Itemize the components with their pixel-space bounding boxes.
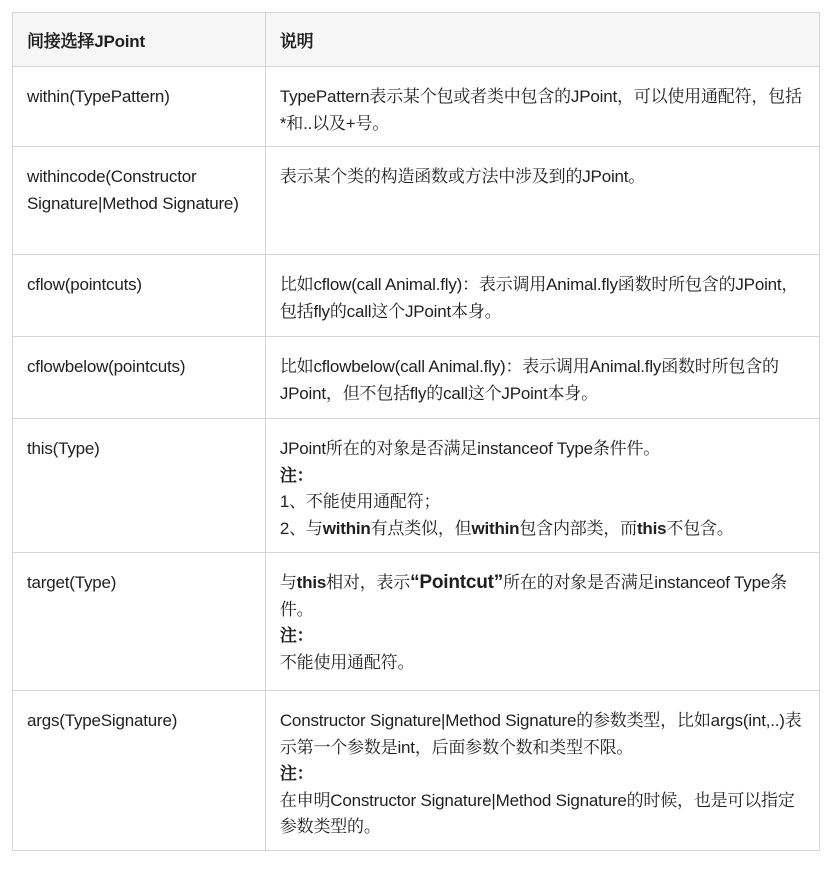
row-name: target(Type)	[13, 553, 266, 691]
desc-line: 比如cflow(call Animal.fly)：表示调用Animal.fly函数时所包含的JPoint，包括fly的call这个JPoint本身。	[279, 275, 799, 321]
desc-line: TypePattern表示某个包或者类中包含的JPoint，可以使用通配符，包括*和..以及+号。	[279, 87, 802, 133]
row-name: withincode(Constructor Signature|Method Signature)	[13, 147, 266, 255]
rich-text: 所在的对象是否满足instanceof Type条件。	[279, 573, 787, 619]
note-label: 注：	[279, 764, 314, 783]
row-name: this(Type)	[13, 419, 266, 553]
row-name: cflow(pointcuts)	[13, 255, 266, 337]
table-row	[13, 337, 820, 419]
note-label: 注：	[279, 626, 314, 645]
rich-bold: within	[322, 518, 371, 538]
row-name: cflowbelow(pointcuts)	[13, 337, 266, 419]
rich-text: 相对，表示	[326, 573, 411, 592]
desc-line: 在申明Constructor Signature|Method Signature的时候，也是可以指定参数类型的。	[279, 790, 795, 836]
table-row	[13, 553, 820, 691]
rich-text: 与	[279, 573, 297, 592]
rich-bold: this	[296, 573, 327, 592]
desc-line: 1、不能使用通配符；	[279, 492, 441, 511]
header-indirect-jpoint: 间接选择JPoint	[13, 13, 266, 67]
row-description	[265, 147, 819, 255]
table-header-row	[13, 13, 820, 67]
table-row	[13, 147, 820, 255]
rich-bold: within	[471, 518, 520, 538]
jpoint-table	[12, 12, 820, 851]
header-description: 说明	[265, 13, 819, 67]
desc-line: 表示某个类的构造函数或方法中涉及到的JPoint。	[279, 167, 646, 186]
table-row	[13, 419, 820, 553]
row-description	[265, 691, 819, 851]
desc-line: 不能使用通配符。	[279, 652, 415, 672]
row-name: args(TypeSignature)	[13, 691, 266, 851]
desc-line-rich	[280, 516, 805, 543]
row-description	[265, 255, 819, 337]
row-name: within(TypePattern)	[13, 67, 266, 147]
desc-line: JPoint所在的对象是否满足instanceof Type条件件。	[279, 439, 661, 458]
table-row	[13, 255, 820, 337]
table-row	[13, 691, 820, 851]
desc-line: Constructor Signature|Method Signature的参数类型，比如args(int,..)表示第一个参数是int，后面参数个数和类型不限。	[279, 711, 802, 757]
rich-text: 2、与	[279, 518, 323, 538]
rich-bold: “Pointcut”	[410, 572, 504, 593]
row-description	[265, 553, 819, 691]
row-description	[265, 419, 819, 553]
row-description	[265, 337, 819, 419]
rich-text: 不包含。	[666, 518, 734, 538]
row-description	[265, 67, 819, 147]
desc-line: 比如cflowbelow(call Animal.fly)：表示调用Animal.fly函数时所包含的JPoint，但不包括fly的call这个JPoint本身。	[279, 357, 779, 403]
table-row	[13, 67, 820, 147]
desc-line-rich	[280, 570, 805, 623]
rich-text: 包含内部类，而	[519, 518, 637, 538]
note-label: 注：	[279, 465, 314, 485]
rich-bold: this	[636, 518, 667, 538]
rich-text: 有点类似，但	[370, 518, 472, 538]
